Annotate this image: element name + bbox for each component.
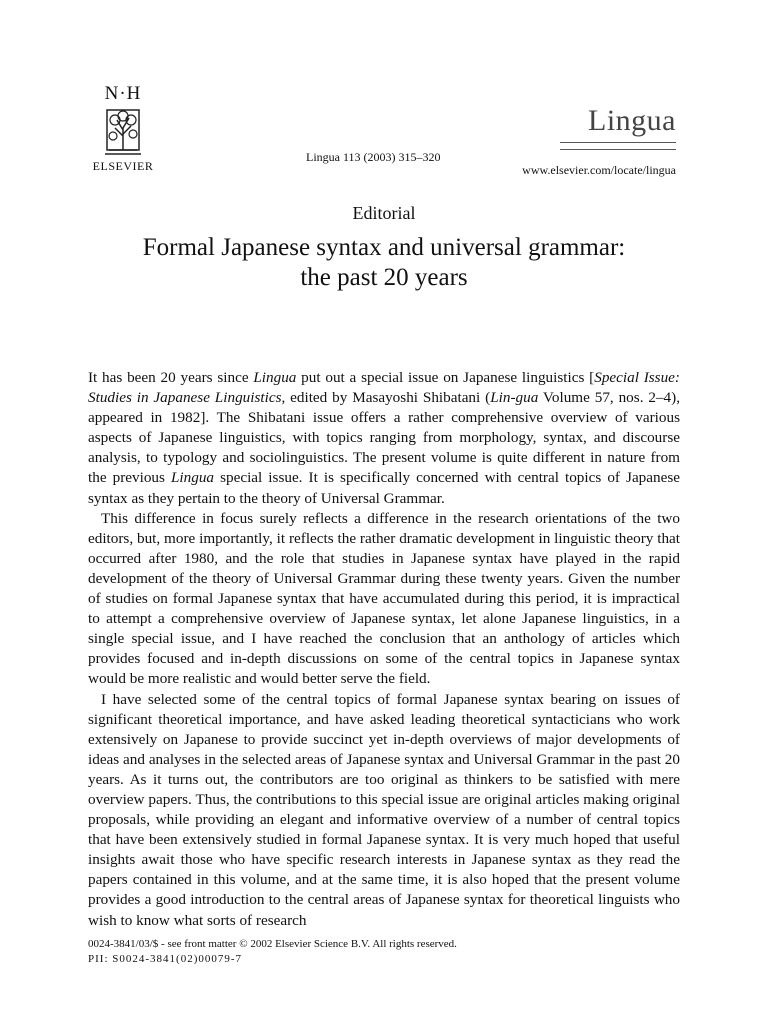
p1-italic-3: Lin-gua: [490, 389, 539, 407]
journal-name: Lingua: [560, 104, 676, 143]
p1-text-4: Volume 57, nos. 2–4), appeared in 1982]. The Shibatani issue offers a rather comprehensive overview of various aspects of Japanese linguistics, with topics ranging from morphology, syntax, and discourse analysis, to typology and sociolinguistics. The present volume is quite different in nature from the previous: [88, 389, 680, 487]
masthead-rule: [560, 146, 676, 150]
footer: [88, 937, 457, 967]
publisher-name: ELSEVIER: [92, 159, 154, 173]
copyright-line: 0024-3841/03/$ - see front matter © 2002 Elsevier Science B.V. All rights reserved.: [88, 938, 457, 950]
p1-italic-2: Special Issue: Studies in Japanese Linguistics: [88, 369, 680, 407]
journal-url: www.elsevier.com/locate/lingua: [522, 163, 676, 177]
section-label: Editorial: [352, 203, 416, 223]
nh-logo-text: N·H: [104, 83, 142, 104]
p1-italic-4: Lingua: [170, 469, 215, 487]
publisher-logo: [88, 84, 158, 174]
title-line-2: the past 20 years: [300, 264, 468, 291]
p1-text-1: It has been 20 years since: [88, 369, 254, 386]
p1-italic-1: Lingua: [253, 369, 297, 386]
paragraph-1: [88, 368, 680, 509]
p1-text-3: , edited by Masayoshi Shibatani (: [281, 389, 491, 407]
paragraph-2: This difference in focus surely reflects a difference in the research orientations of the two editors, but, more importantly, it reflects the rather dramatic development in linguistic theory that occurred after 1980, and the role that studies in Japanese syntax have played in the rapid development of the theory of Universal Grammar during these twenty years. Given the number of studies on formal Japanese syntax that have accumulated during this period, it is impractical to attempt a comprehensive overview of Japanese syntax, let alone Japanese linguistics, in a single special issue, and I have reached the conclusion that an anthology of articles which provides focused and in-depth discussions on some of the central topics in Japanese syntax would be more realistic and would better serve the field.: [88, 509, 680, 688]
elsevier-tree-icon: [101, 106, 145, 158]
pii-line: PII: S0024-3841(02)00079-7: [88, 953, 243, 965]
journal-citation: Lingua 113 (2003) 315–320: [306, 150, 441, 164]
article-body: [88, 368, 680, 931]
article-title: [0, 233, 768, 293]
paragraph-3: I have selected some of the central topics of formal Japanese syntax bearing on issues of significant theoretical importance, and have asked leading theoretical syntacticians who work extensively on Japanese to provide succinct yet in-depth overviews of major developments of ideas and analyses in the selected areas of Japanese syntax and Universal Grammar in the past 20 years. As it turns out, the contributors are too original as thinkers to be satisfied with mere overview papers. Thus, the contributions to this special issue are original articles making original proposals, while providing an elegant and informative overview of a number of central topics that have been extensively studied in formal Japanese syntax. It is very much hoped that useful insights await those who have specific research interests in Japanese syntax as they read the papers contained in this volume, and at the same time, it is also hoped that the present volume provides a good introduction to the central areas of Japanese syntax for theoretical linguists who wish to know what sorts of research: [88, 690, 680, 929]
p1-text-2: put out a special issue on Japanese linguistics [: [296, 369, 595, 386]
p1-text-5: special issue. It is specifically concerned with central topics of Japanese syntax as they pertain to the theory of Universal Grammar.: [88, 469, 681, 507]
title-line-1: Formal Japanese syntax and universal grammar:: [142, 234, 626, 261]
journal-masthead: [560, 104, 676, 150]
